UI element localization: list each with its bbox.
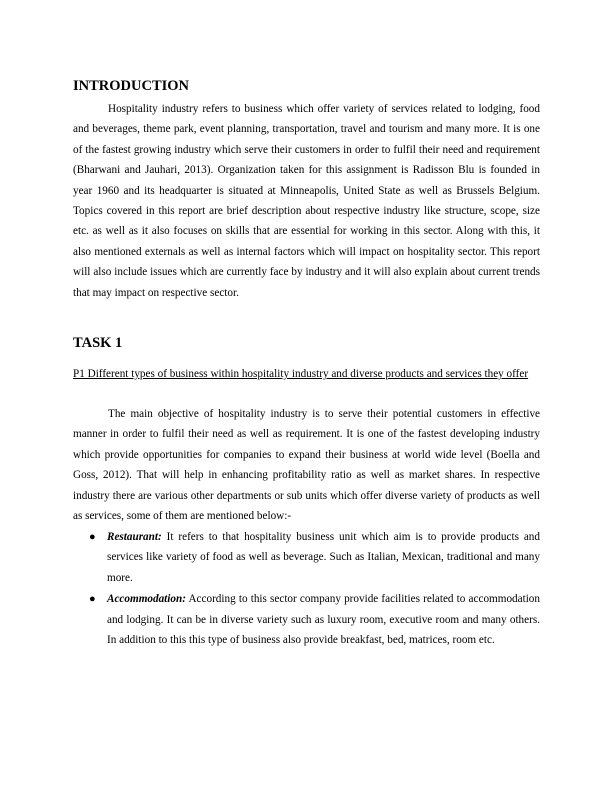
- business-types-list: [73, 527, 540, 651]
- bullet-icon: ●: [89, 593, 96, 606]
- list-item-accommodation: [73, 589, 540, 650]
- bullet-text: According to this sector company provide facilities related to accommodation and lodging. It can be in diverse variety such as luxury room, executive room and many others. In addition to this this type of business also provide breakfast, bed, matrices, room etc.: [107, 593, 540, 647]
- introduction-paragraph: Hospitality industry refers to business which offer variety of services related to lodging, food and beverages, theme park, event planning, transportation, travel and tourism and many more. It is one of the fastest growing industry which serve their customers in order to fulfil their need and requirement (Bharwani and Jauhari, 2013). Organization taken for this assignment is Radisson Blu is founded in year 1960 and its headquarter is situated at Minneapolis, United State as well as Brussels Belgium. Topics covered in this report are brief description about respective industry like structure, scope, size etc. as well as it also focuses on skills that are essential for working in this sector. Along with this, it also mentioned externals as well as internal factors which will impact on hospitality sector. This report will also include issues which are currently face by industry and it will also explain about current trends that may impact on respective sector.: [73, 103, 540, 299]
- task-1-heading: TASK 1: [73, 335, 123, 351]
- list-item-restaurant: [73, 527, 540, 588]
- bullet-text: It refers to that hospitality business unit which aim is to provide products and services like variety of food as well as beverage. Such as Italian, Mexican, traditional and many more.: [107, 531, 540, 584]
- bullet-icon: ●: [89, 531, 96, 543]
- introduction-heading: INTRODUCTION: [73, 78, 190, 94]
- task-1-paragraph: The main objective of hospitality industry is to serve their potential customers in effective manner in order to fulfil their need as well as requirement. It is one of the fastest developing industry which provide opportunities for companies to expand their business at world wide level (Boella and Goss, 2012). That will help in enhancing profitability ratio as well as market shares. In respective industry there are various other departments or sub units which offer diverse variety of products as well as services, some of them are mentioned below:-: [73, 408, 540, 523]
- bullet-term: Accommodation:: [107, 593, 186, 606]
- task-1-subheading: P1 Different types of business within hospitality industry and diverse products and services they offer: [73, 368, 529, 380]
- bullet-term: Restaurant:: [107, 531, 162, 543]
